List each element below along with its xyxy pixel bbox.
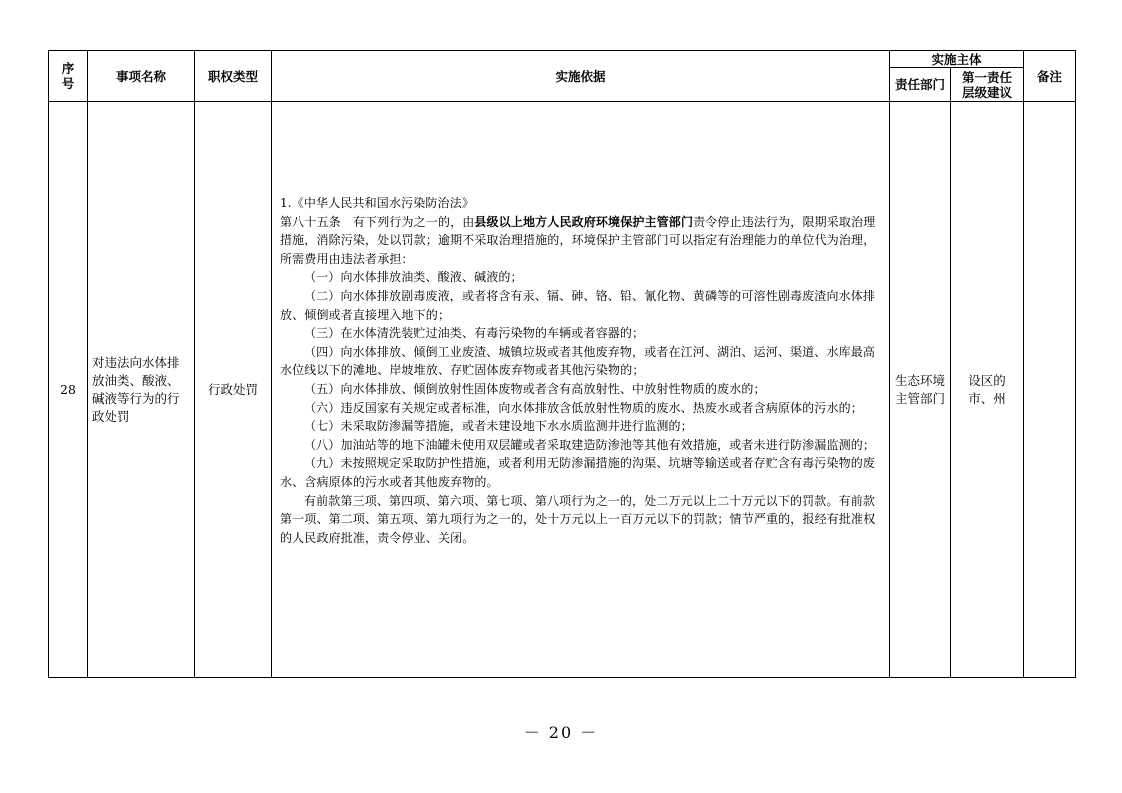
header-remarks: 备注 [1024, 51, 1076, 102]
article-item: （五）向水体排放、倾倒放射性固体废物或者含有高放射性、中放射性物质的废水的； [304, 381, 766, 396]
header-basis: 实施依据 [272, 51, 890, 102]
page-number: － 20 － [523, 723, 599, 742]
header-dept: 责任部门 [890, 68, 951, 102]
article-item: （一）向水体排放油类、酸液、碱液的； [304, 270, 523, 285]
article-text: 第八十五条 有下列行为之一的，由县级以上地方人民政府环境保护主管部门责令停止违法行为，限期采取治理措施，消除污染，处以罚款；逾期不采取治理措施的，环境保护主管部门可以指定有治理能力的单位代为治理，所需费用由违法者承担： [280, 214, 876, 266]
article-items [280, 268, 883, 491]
header-seq: 序 号 [49, 51, 88, 102]
row-level: 设区的 市、州 [951, 102, 1024, 678]
article-item: （八）加油站等的地下油罐未使用双层罐或者采取建造防渗池等其他有效措施，或者未进行防渗漏监测的； [304, 437, 876, 452]
header-level: 第一责任 层级建议 [951, 68, 1024, 102]
article-item: （九）未按照规定采取防护性措施，或者利用无防渗漏措施的沟渠、坑塘等输送或者存贮含有毒污染物的废水、含病原体的污水或者其他废弃物的。 [280, 456, 876, 489]
article-item: （七）未采取防渗漏等措施，或者未建设地下水水质监测井进行监测的； [304, 419, 693, 434]
responsible-authority: 县级以上地方人民政府环境保护主管部门 [474, 214, 694, 229]
article-item: （二）向水体排放剧毒废液，或者将含有汞、镉、砷、铬、铅、氰化物、黄磷等的可溶性剧毒废渣向水体排放、倾倒或者直接埋入地下的； [280, 288, 876, 322]
penalty-clause: 有前款第三项、第四项、第六项、第七项、第八项行为之一的，处二万元以上二十万元以下的罚款。有前款第一项、第二项、第五项、第九项行为之一的，处十万元以上一百万元以下的罚款；情节严重的，报经有批准权的人民政府批准，责令停业、关闭。 [280, 493, 876, 545]
row-dept: 生态环境主管部门 [890, 102, 951, 678]
header-authority-type: 职权类型 [195, 51, 272, 102]
header-subject: 实施主体 [890, 51, 1024, 68]
row-remarks [1024, 102, 1076, 678]
article-item: （六）违反国家有关规定或者标准，向水体排放含低放射性物质的废水、热废水或者含病原体的污水的； [304, 400, 863, 415]
header-item-name: 事项名称 [88, 51, 195, 102]
row-basis [272, 102, 890, 678]
article-item: （四）向水体排放、倾倒工业废渣、城镇垃圾或者其他废弃物，或者在江河、湖泊、运河、渠道、水库最高水位线以下的滩地、岸坡堆放、存贮固体废弃物或者其他污染物的； [280, 344, 876, 378]
authority-table [48, 50, 1076, 678]
table-row [49, 102, 1076, 678]
law-title: 1.《中华人民共和国水污染防治法》 [280, 196, 475, 210]
row-item-name: 对违法向水体排放油类、酸液、碱液等行为的行政处罚 [88, 102, 195, 678]
row-seq: 28 [49, 102, 88, 678]
article-item: （三）在水体清洗装贮过油类、有毒污染物的车辆或者容器的； [304, 326, 645, 341]
row-authority-type: 行政处罚 [195, 102, 272, 678]
